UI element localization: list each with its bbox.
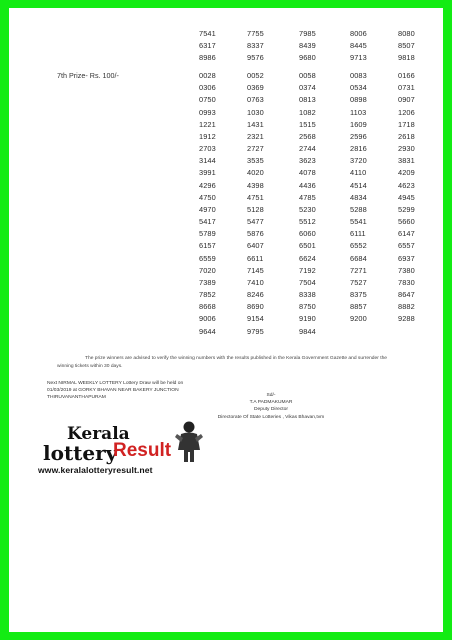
winning-number: 2744 xyxy=(299,144,316,154)
winning-number: 4751 xyxy=(247,192,264,202)
winning-number: 8857 xyxy=(350,302,367,312)
winning-number: 8507 xyxy=(398,41,415,51)
winning-number: 1718 xyxy=(398,119,415,129)
winning-number: 4514 xyxy=(350,180,367,190)
winning-number: 4209 xyxy=(398,168,415,178)
number-row xyxy=(9,83,443,93)
kerala-lottery-result-logo xyxy=(33,418,208,478)
winning-number: 2568 xyxy=(299,131,316,141)
winning-number: 8080 xyxy=(398,29,415,38)
winning-number: 3535 xyxy=(247,156,264,166)
winning-number: 8337 xyxy=(247,41,264,51)
winning-number: 6557 xyxy=(398,241,415,251)
winning-number: 0374 xyxy=(299,83,316,93)
winning-number: 4785 xyxy=(299,192,316,202)
next-draw-line: 01/03/2019 at GORKY BHAVAN NEAR BAKERY JUNCTION xyxy=(47,388,179,394)
winning-number: 9680 xyxy=(299,53,316,63)
number-row xyxy=(9,29,443,39)
winning-number: 6624 xyxy=(299,253,316,263)
next-draw-line: Next NIRMAL WEEKLY LOTTERY Lottery Draw will be held on xyxy=(47,381,184,386)
winning-number: 8690 xyxy=(247,302,264,312)
winning-number: 5288 xyxy=(350,204,367,214)
winning-number: 0534 xyxy=(350,83,367,93)
number-row xyxy=(9,254,443,264)
winning-number: 1030 xyxy=(247,107,264,117)
winning-number: 0993 xyxy=(199,107,216,117)
signatory-title: Deputy Director xyxy=(254,407,288,413)
winning-number: 3144 xyxy=(199,156,216,166)
winning-number: 7541 xyxy=(199,29,216,38)
number-row xyxy=(9,205,443,215)
winning-number: 4834 xyxy=(350,192,367,202)
winning-number: 8882 xyxy=(398,302,415,312)
winning-number: 6684 xyxy=(350,253,367,263)
winning-number: 9844 xyxy=(299,326,316,336)
winning-number: 3720 xyxy=(350,156,367,166)
winning-number: 1609 xyxy=(350,119,367,129)
winning-number: 5541 xyxy=(350,217,367,227)
winning-number: 7380 xyxy=(398,265,415,275)
winning-number: 7389 xyxy=(199,277,216,287)
winning-number: 2618 xyxy=(398,131,415,141)
winning-number: 5230 xyxy=(299,204,316,214)
winning-number: 1431 xyxy=(247,119,264,129)
number-row xyxy=(9,327,443,337)
winning-number: 4623 xyxy=(398,180,415,190)
winning-number: 0907 xyxy=(398,95,415,105)
winning-number: 6937 xyxy=(398,253,415,263)
number-row xyxy=(9,229,443,239)
winning-number: 5477 xyxy=(247,217,264,227)
winning-number: 8668 xyxy=(199,302,216,312)
person-figure-icon xyxy=(173,420,205,464)
winning-number: 2703 xyxy=(199,144,216,154)
number-row xyxy=(9,108,443,118)
signatory-office: Directorate Of State Lotteries , Vikas Bhavan,tvm xyxy=(217,414,325,420)
winning-number: 3623 xyxy=(299,156,316,166)
winning-number: 5660 xyxy=(398,217,415,227)
winning-number: 1912 xyxy=(199,131,216,141)
winning-number: 7527 xyxy=(350,277,367,287)
next-draw-info xyxy=(47,380,237,402)
number-row xyxy=(9,181,443,191)
winning-number: 9006 xyxy=(199,314,216,324)
winning-number: 9713 xyxy=(350,53,367,63)
winning-number: 6559 xyxy=(199,253,216,263)
winning-number: 6147 xyxy=(398,229,415,239)
winning-number: 1206 xyxy=(398,107,415,117)
logo-kerala-text: Kerala xyxy=(67,424,130,444)
winning-number: 0763 xyxy=(247,95,264,105)
winning-number: 1515 xyxy=(299,119,316,129)
winning-number: 5876 xyxy=(247,229,264,239)
winning-number: 4398 xyxy=(247,180,264,190)
winning-number: 7020 xyxy=(199,265,216,275)
winning-number: 0058 xyxy=(299,71,316,80)
winning-number: 2596 xyxy=(350,131,367,141)
winning-number: 0028 xyxy=(199,71,216,80)
winning-number: 7755 xyxy=(247,29,264,38)
number-row xyxy=(9,266,443,276)
winning-number: 3991 xyxy=(199,168,216,178)
logo-result-text: Result xyxy=(113,440,172,461)
signature-block xyxy=(211,392,331,421)
winning-number: 0731 xyxy=(398,83,415,93)
logo-url: www.keralalotteryresult.net xyxy=(38,465,153,475)
winning-number: 5299 xyxy=(398,204,415,214)
winning-number: 8375 xyxy=(350,290,367,300)
winning-number: 5417 xyxy=(199,217,216,227)
winning-number: 4970 xyxy=(199,204,216,214)
sd-mark: Sd/- xyxy=(266,393,276,398)
winning-number: 5512 xyxy=(299,217,316,227)
winning-number: 0813 xyxy=(299,95,316,105)
number-row xyxy=(9,193,443,203)
winning-number: 8986 xyxy=(199,53,216,63)
winning-number: 0083 xyxy=(350,71,367,80)
winning-number: 8445 xyxy=(350,41,367,51)
winning-number: 5789 xyxy=(199,229,216,239)
winning-number: 9818 xyxy=(398,53,415,63)
winning-number: 6317 xyxy=(199,41,216,51)
number-row xyxy=(9,41,443,51)
winning-number: 6501 xyxy=(299,241,316,251)
number-row xyxy=(9,302,443,312)
winning-number: 3831 xyxy=(398,156,415,166)
winning-number: 9288 xyxy=(398,314,415,324)
number-row xyxy=(9,290,443,300)
winning-number: 9190 xyxy=(299,314,316,324)
winning-number: 2727 xyxy=(247,144,264,154)
winning-number: 8647 xyxy=(398,290,415,300)
winning-number: 7271 xyxy=(350,265,367,275)
winner-notice: The prize winners are advised to verify the winning numbers with the results published in the Kerala Government Gazette and surrender the winning tickets within 30 days. xyxy=(57,356,388,369)
winning-number: 9644 xyxy=(199,326,216,336)
winning-number: 2816 xyxy=(350,144,367,154)
winning-number: 6611 xyxy=(247,253,264,263)
winning-number: 4078 xyxy=(299,168,316,178)
winning-number: 0898 xyxy=(350,95,367,105)
winning-number: 1082 xyxy=(299,107,316,117)
number-row xyxy=(9,132,443,142)
winning-number: 6111 xyxy=(350,229,366,239)
winning-number: 7504 xyxy=(299,277,316,287)
winning-number: 4436 xyxy=(299,180,316,190)
result-page xyxy=(9,8,443,632)
winning-number: 8006 xyxy=(350,29,367,38)
winning-number: 8750 xyxy=(299,302,316,312)
winning-number: 0166 xyxy=(398,71,415,80)
winning-number: 4020 xyxy=(247,168,264,178)
winning-number: 7145 xyxy=(247,265,264,275)
winning-number: 9154 xyxy=(247,314,264,324)
winning-number: 0369 xyxy=(247,83,264,93)
winning-number: 7985 xyxy=(299,29,316,38)
number-row xyxy=(9,53,443,63)
winning-number: 0052 xyxy=(247,71,264,80)
number-row xyxy=(9,241,443,251)
winning-number: 8338 xyxy=(299,290,316,300)
winning-number: 7410 xyxy=(247,277,264,287)
winning-number: 8246 xyxy=(247,290,264,300)
signatory-name: T.A PADMAKUMAR xyxy=(249,400,293,406)
winning-number: 9200 xyxy=(350,314,367,324)
logo-lottery-text: lottery xyxy=(43,441,118,465)
winning-number: 8439 xyxy=(299,41,316,51)
number-row xyxy=(9,95,443,105)
number-row xyxy=(9,314,443,324)
winning-number: 9576 xyxy=(247,53,264,63)
winning-number: 1103 xyxy=(350,107,367,117)
winning-number: 4110 xyxy=(350,168,367,178)
next-draw-line: THIRUVANANTHAPURAM xyxy=(47,395,106,401)
winning-number: 9795 xyxy=(247,326,264,336)
winning-number: 4296 xyxy=(199,180,216,190)
number-row xyxy=(9,144,443,154)
winning-number: 0750 xyxy=(199,95,216,105)
winning-number: 5128 xyxy=(247,204,264,214)
number-row xyxy=(9,168,443,178)
number-row xyxy=(9,278,443,288)
number-row xyxy=(9,71,443,81)
number-row xyxy=(9,156,443,166)
winning-number: 2321 xyxy=(247,131,264,141)
winning-number: 4945 xyxy=(398,192,415,202)
winning-number: 4750 xyxy=(199,192,216,202)
winning-number: 7852 xyxy=(199,290,216,300)
number-row xyxy=(9,217,443,227)
winning-number: 6060 xyxy=(299,229,316,239)
prize-label: 7th Prize- Rs. 100/- xyxy=(57,71,119,80)
winning-number: 0306 xyxy=(199,83,216,93)
winning-number: 6552 xyxy=(350,241,367,251)
winning-number: 2930 xyxy=(398,144,415,154)
winning-number: 6407 xyxy=(247,241,264,251)
number-row xyxy=(9,120,443,130)
winning-number: 7192 xyxy=(299,265,316,275)
winning-number: 7830 xyxy=(398,277,415,287)
winning-number: 1221 xyxy=(199,119,216,129)
winning-number: 6157 xyxy=(199,241,216,251)
